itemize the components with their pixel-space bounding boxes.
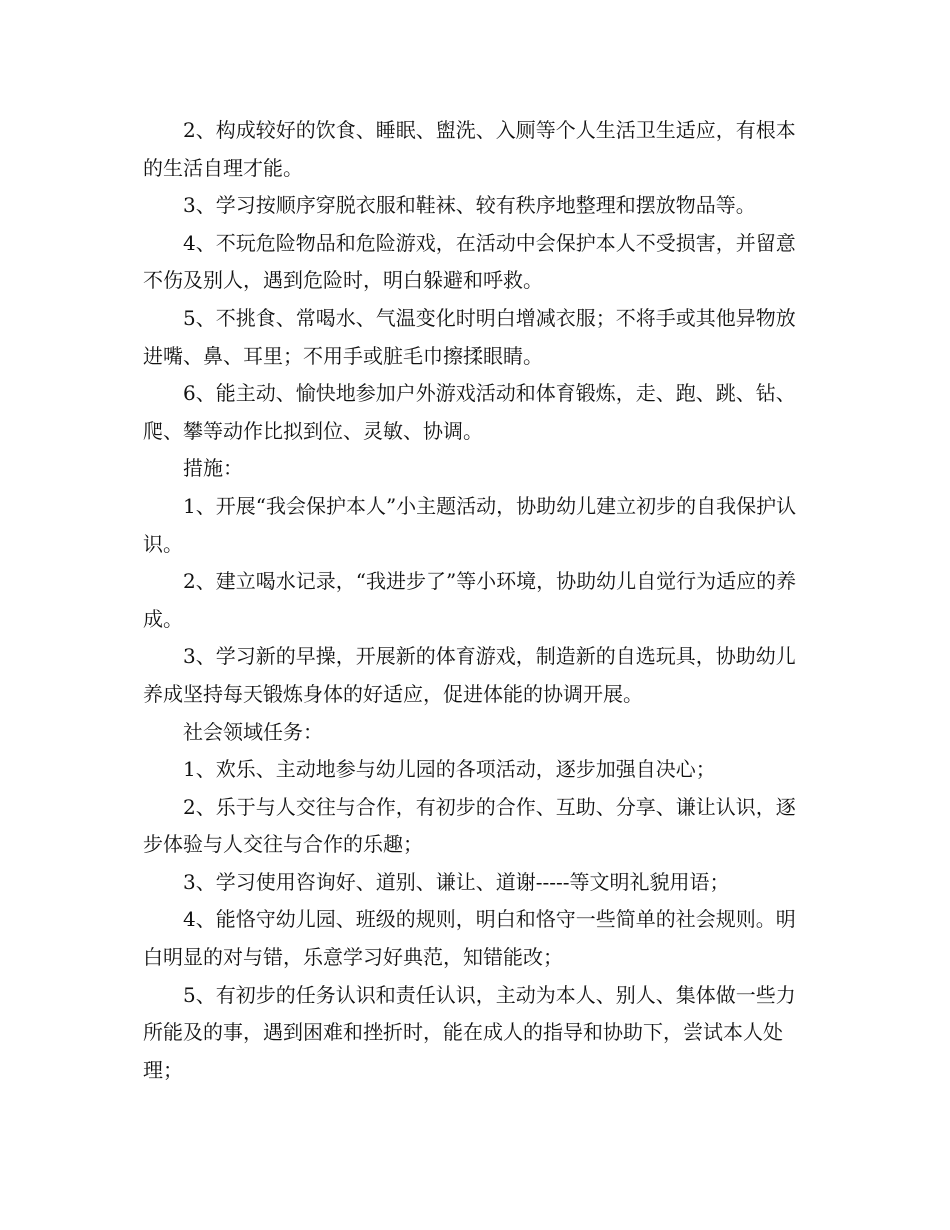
document-body [143,112,815,1089]
paragraph-social-3: 3、学习使用咨询好、道别、谦让、道谢-----等文明礼貌用语； [183,869,730,894]
paragraph-measure-1: 1、开展“我会保护本人”小主题活动，协助幼儿建立初步的自我保护认识。 [143,493,797,556]
paragraph-hygiene: 5、不挑食、常喝水、气温变化时明白增减衣服；不将手或其他异物放进嘴、鼻、耳里；不用手或脏毛巾擦揉眼睛。 [143,305,796,368]
section-heading-social: 社会领域任务： [183,719,323,744]
paragraph-exercise: 6、能主动、愉快地参加户外游戏活动和体育锻炼，走、跑、跳、钻、爬、攀等动作比拟到位、灵敏、协调。 [143,381,796,443]
section-heading-measures: 措施： [183,456,243,481]
paragraph-measure-2: 2、建立喝水记录，“我进步了”等小环境，协助幼儿自觉行为适应的养成。 [143,569,797,631]
paragraph-social-4: 4、能恪守幼儿园、班级的规则，明白和恪守一些简单的社会规则。明白明显的对与错，乐意学习好典范，知错能改； [143,907,796,970]
paragraph-safety: 4、不玩危险物品和危险游戏，在活动中会保护本人不受损害，并留意不伤及别人，遇到危险时，明白躲避和呼救。 [143,230,796,293]
paragraph-social-2: 2、乐于与人交往与合作，有初步的合作、互助、分享、谦让认识，逐步体验与人交往与合作的乐趣； [143,794,796,857]
paragraph-social-5: 5、有初步的任务认识和责任认识，主动为本人、别人、集体做一些力所能及的事，遇到困难和挫折时，能在成人的指导和协助下，尝试本人处理； [143,982,796,1082]
paragraph-dressing: 3、学习按顺序穿脱衣服和鞋袜、较有秩序地整理和摆放物品等。 [183,193,756,218]
paragraph-self-care: 2、构成较好的饮食、睡眠、盥洗、入厕等个人生活卫生适应，有根本的生活自理才能。 [143,118,796,180]
paragraph-measure-3: 3、学习新的早操，开展新的体育游戏，制造新的自选玩具，协助幼儿养成坚持每天锻炼身体的好适应，促进体能的协调开展。 [143,644,796,706]
paragraph-social-1: 1、欢乐、主动地参与幼儿园的各项活动，逐步加强自决心； [183,757,716,782]
